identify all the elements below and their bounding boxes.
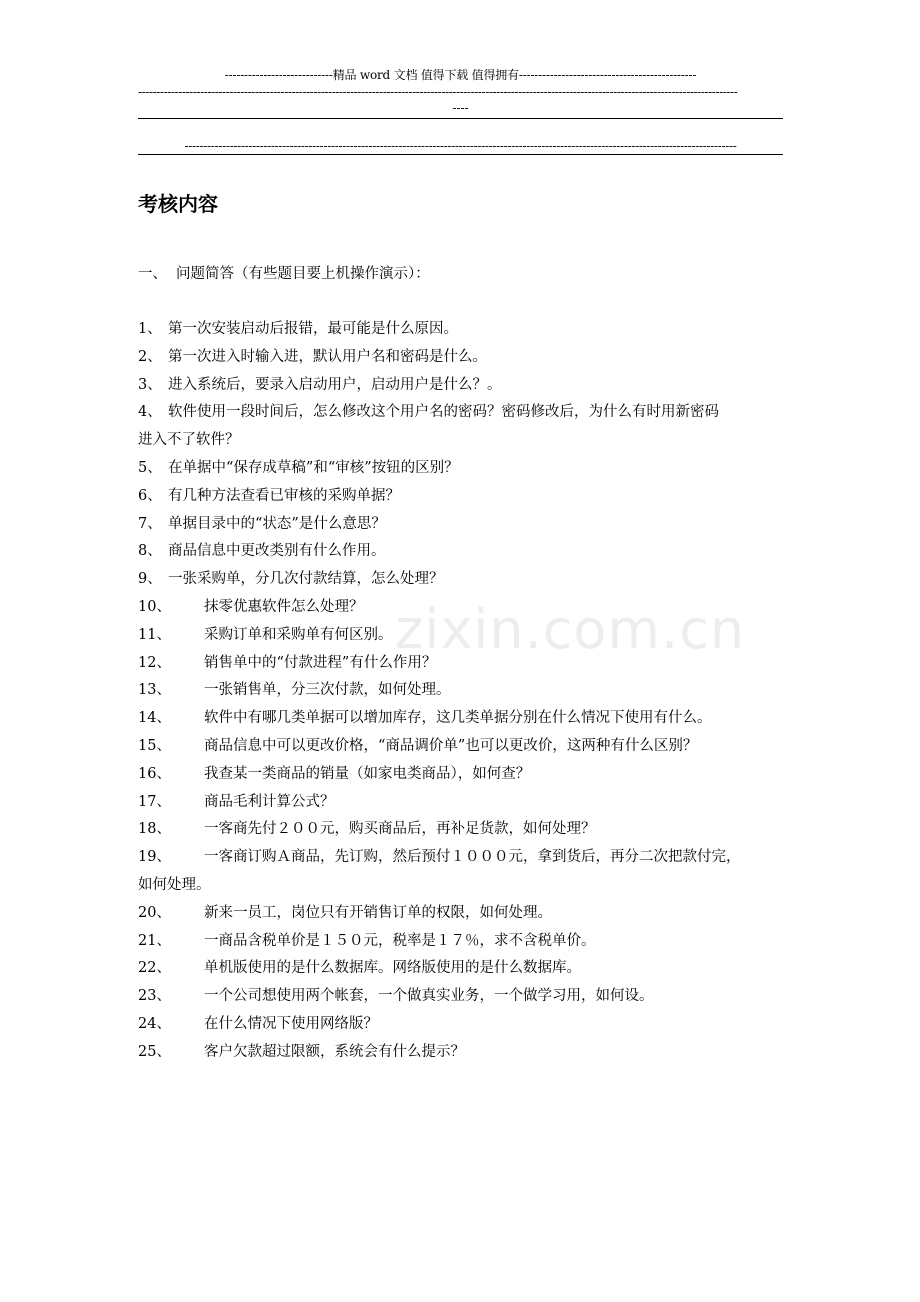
header-dash-line: -------------------------------------------------------------------------------------------------------------------------------------------------------------------- [138, 85, 738, 99]
question-number: 16、 [138, 765, 171, 782]
question-number: 2、 [138, 348, 162, 365]
question-list [138, 316, 788, 1067]
question-number: 9、 [138, 571, 162, 588]
question-text: 第一次进入时输入进，默认用户名和密码是什么。 [168, 348, 487, 365]
question-item [138, 928, 788, 956]
question-text: 在单据中“保存成草稿”和“审核”按钮的区别？ [168, 459, 459, 476]
question-text: 新来一员工，岗位只有开销售订单的权限，如何处理。 [204, 904, 552, 921]
question-number: 21、 [138, 932, 171, 949]
question-number: 14、 [138, 710, 171, 727]
question-item [138, 761, 788, 789]
question-number: 19、 [138, 849, 171, 866]
question-text: 软件使用一段时间后，怎么修改这个用户名的密码？密码修改后，为什么有时用新密码 [168, 404, 719, 421]
question-item [138, 733, 788, 761]
header-rule-top [138, 118, 783, 119]
question-number: 22、 [138, 960, 171, 977]
question-text: 有几种方法查看已审核的采购单据？ [168, 487, 400, 504]
question-item [138, 622, 788, 650]
header-banner: ----------------------------精品 word 文档 值得下载 值得拥有---------------------------------------------- [224, 68, 697, 82]
question-item [138, 650, 788, 678]
section-number: 一、 [138, 266, 167, 282]
question-continuation: 进入不了软件？ [138, 432, 240, 449]
question-item [138, 538, 788, 566]
question-item [138, 344, 788, 372]
question-number: 11、 [138, 626, 171, 643]
question-item [138, 1039, 788, 1067]
question-number: 5、 [138, 459, 162, 476]
question-item [138, 316, 788, 344]
question-text: 抹零优惠软件怎么处理？ [204, 598, 364, 615]
question-item [138, 677, 788, 705]
question-text: 软件中有哪几类单据可以增加库存，这几类单据分别在什么情况下使用有什么。 [204, 710, 712, 727]
question-text: 单机版使用的是什么数据库。网络版使用的是什么数据库。 [204, 960, 581, 977]
question-number: 15、 [138, 737, 171, 754]
question-item [138, 816, 788, 844]
section-heading [138, 262, 430, 283]
header-rule-bottom [138, 154, 783, 155]
question-text: 第一次安装启动后报错，最可能是什么原因。 [168, 321, 458, 337]
question-text: 客户欠款超过限额，系统会有什么提示？ [204, 1043, 465, 1060]
question-number: 23、 [138, 988, 171, 1005]
question-text: 一个公司想使用两个帐套，一个做真实业务，一个做学习用，如何设。 [204, 988, 654, 1005]
header-dash-tail: ---- [452, 101, 469, 115]
question-text: 商品信息中可以更改价格，“商品调价单”也可以更改价，这两种有什么区别？ [204, 737, 698, 754]
question-text: 采购订单和采购单有何区别。 [204, 626, 393, 643]
question-text: 一客商订购Ａ商品，先订购，然后预付１０００元，拿到货后，再分二次把款付完， [204, 849, 741, 866]
question-text: 进入系统后，要录入启动用户，启动用户是什么？。 [168, 376, 502, 393]
question-number: 8、 [138, 543, 162, 560]
question-number: 1、 [138, 321, 162, 337]
question-number: 6、 [138, 487, 162, 504]
question-item [138, 594, 788, 622]
question-item [138, 511, 788, 539]
question-number: 18、 [138, 821, 171, 838]
question-item [138, 483, 788, 511]
question-number: 3、 [138, 376, 162, 393]
question-text: 一张采购单，分几次付款结算，怎么处理？ [168, 571, 444, 588]
watermark: zixin.com.cn [395, 598, 746, 661]
question-text: 我查某一类商品的销量（如家电类商品），如何查？ [204, 765, 531, 782]
header-dash-line-2: --------------------------------------------------------------------------------------------------------------------------------------------------- [184, 139, 737, 153]
question-continuation: 如何处理。 [138, 876, 211, 893]
page-title: 考核内容 [138, 192, 218, 216]
question-number: 13、 [138, 682, 171, 699]
question-item [138, 983, 788, 1011]
question-item [138, 566, 788, 594]
question-text: 一商品含税单价是１５０元，税率是１７％，求不含税单价。 [204, 932, 596, 949]
question-item [138, 705, 788, 733]
question-item [138, 399, 788, 427]
question-number: 17、 [138, 793, 171, 810]
question-text: 商品毛利计算公式？ [204, 793, 335, 810]
question-item [138, 955, 788, 983]
question-item [138, 844, 788, 872]
question-item [138, 372, 788, 400]
question-text: 商品信息中更改类别有什么作用。 [168, 543, 386, 560]
question-number: 24、 [138, 1015, 171, 1032]
question-number: 25、 [138, 1043, 171, 1060]
question-number: 20、 [138, 904, 171, 921]
question-text: 在什么情况下使用网络版？ [204, 1015, 378, 1032]
question-number: 4、 [138, 404, 162, 421]
question-text: 一张销售单，分三次付款，如何处理。 [204, 682, 451, 699]
question-number: 12、 [138, 654, 171, 671]
question-number: 10、 [138, 598, 171, 615]
question-item [138, 900, 788, 928]
question-number: 7、 [138, 515, 162, 532]
question-text: 一客商先付２００元，购买商品后，再补足货款，如何处理？ [204, 821, 596, 838]
question-item [138, 1011, 788, 1039]
question-item [138, 789, 788, 817]
question-text: 单据目录中的“状态”是什么意思？ [168, 515, 386, 532]
section-text: 问题简答（有些题目要上机操作演示）： [176, 266, 430, 282]
question-text: 销售单中的“付款进程”有什么作用？ [204, 654, 437, 671]
question-item [138, 455, 788, 483]
